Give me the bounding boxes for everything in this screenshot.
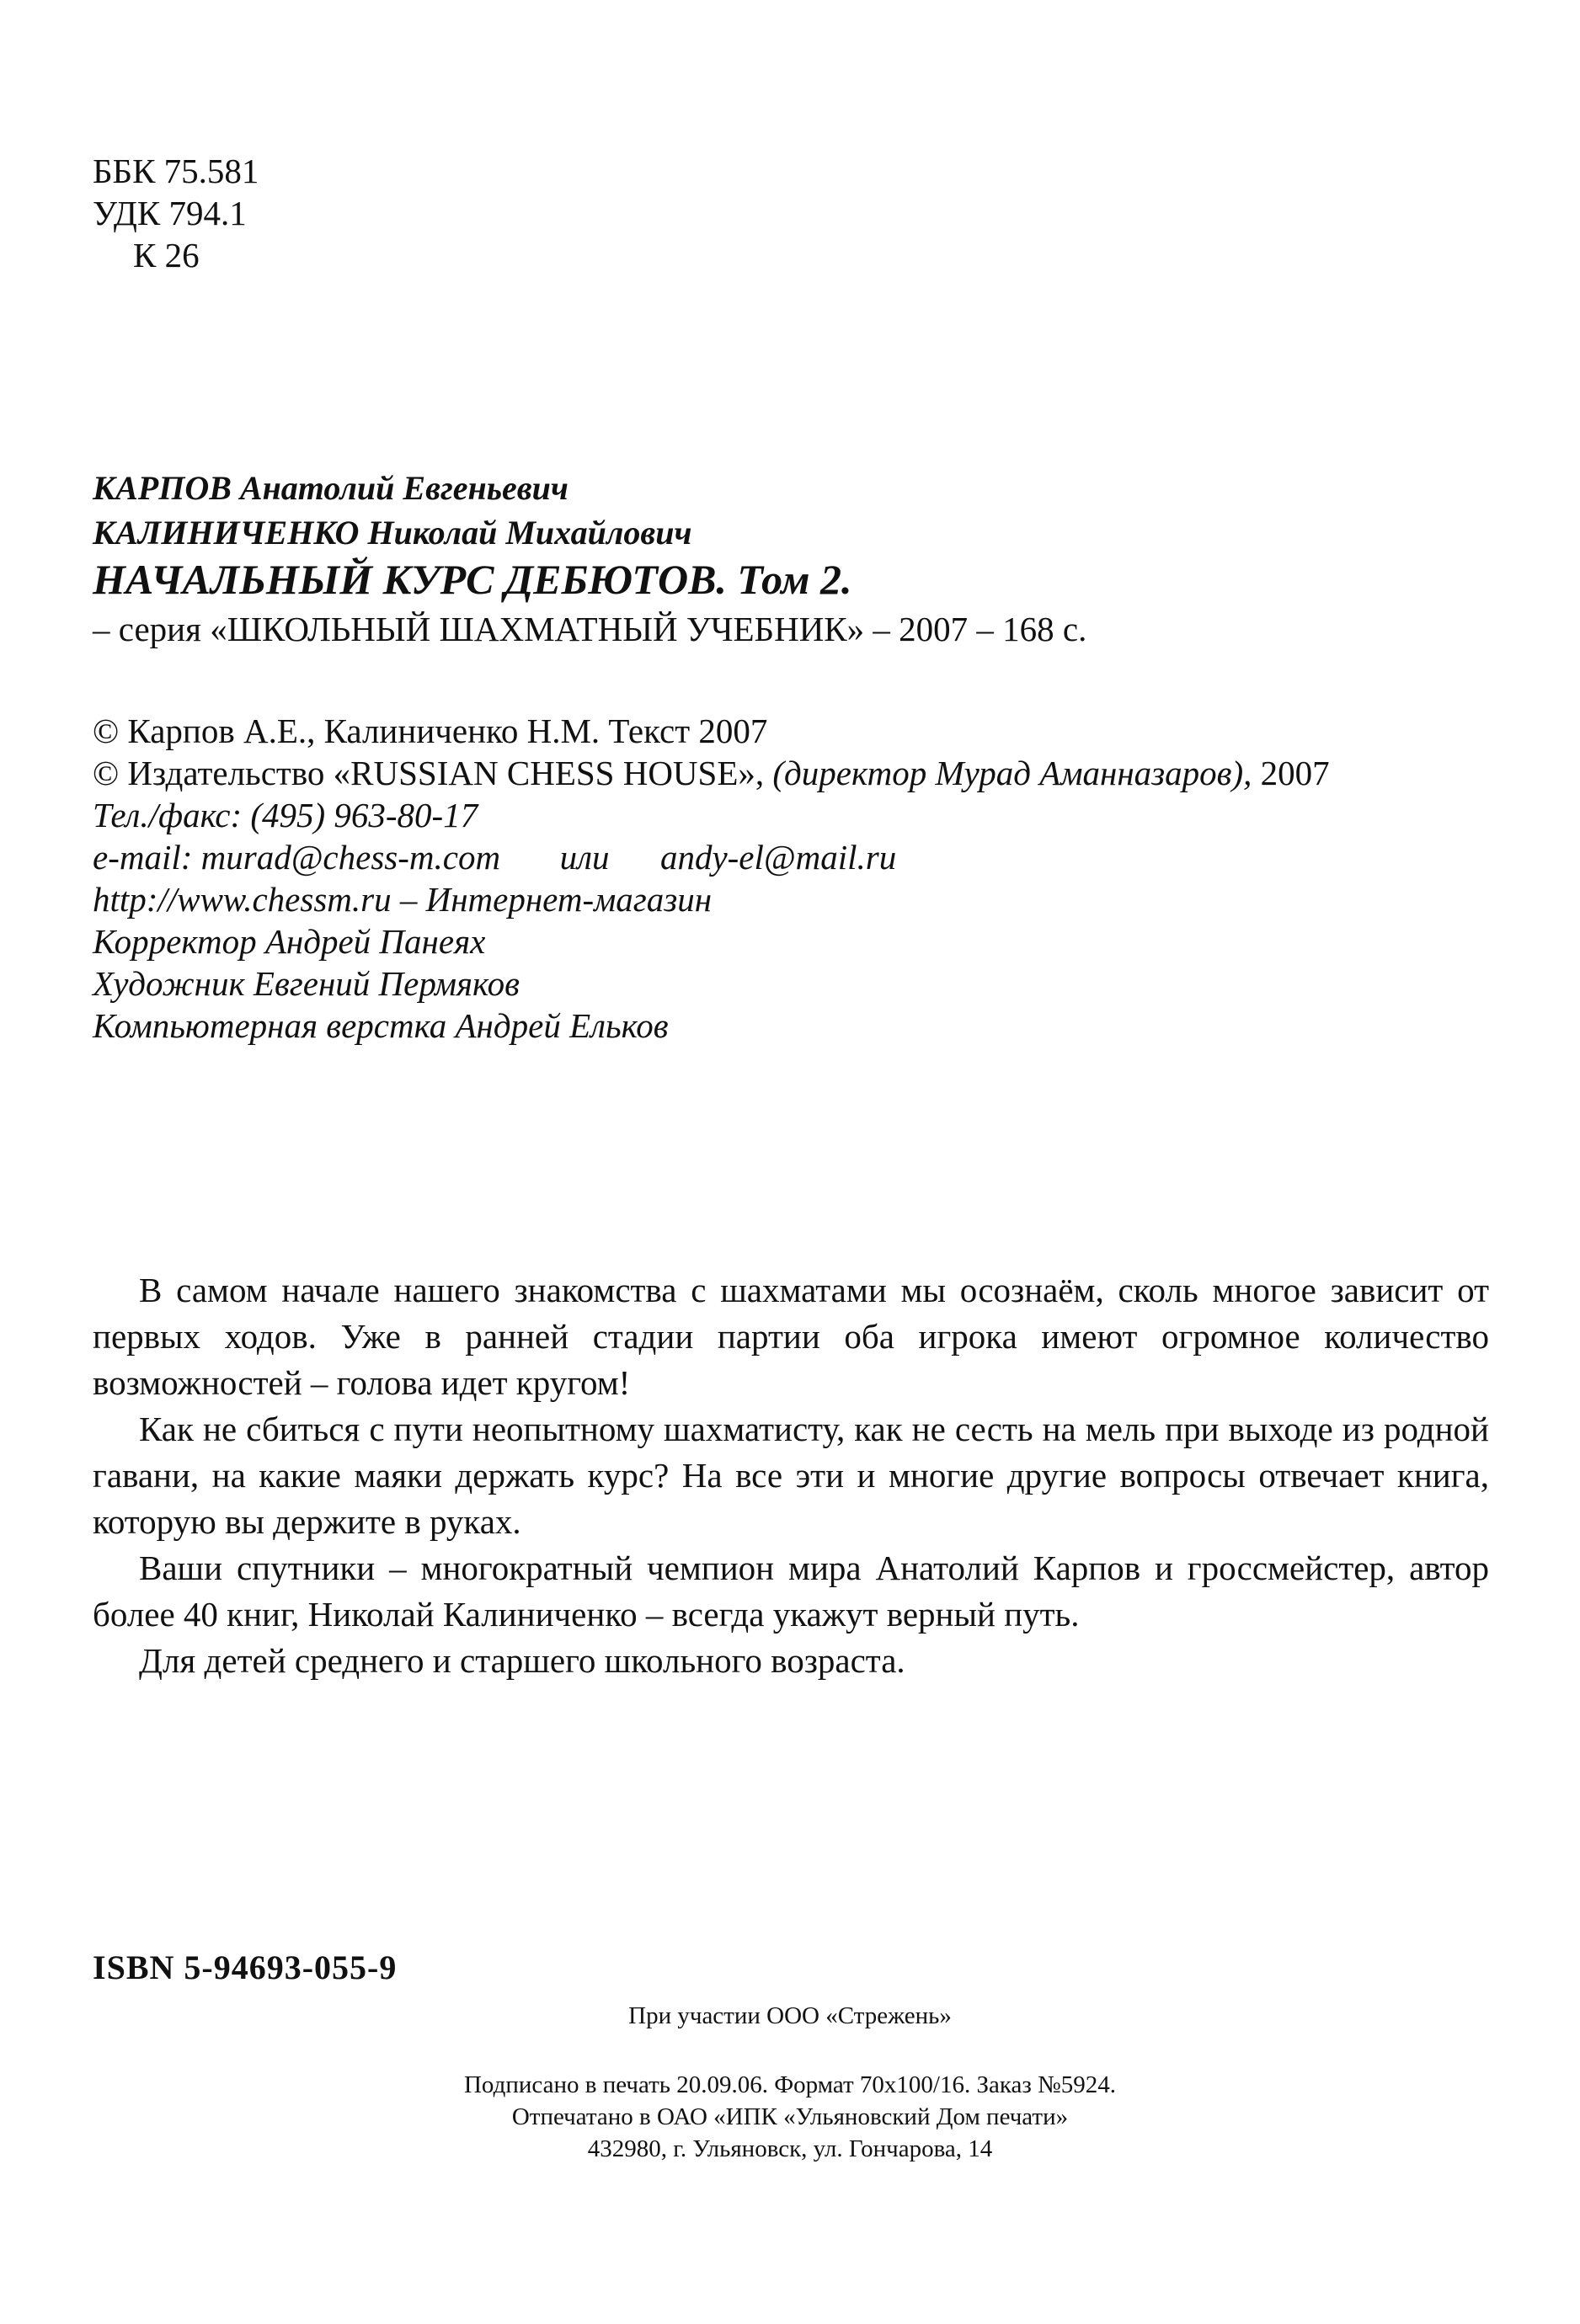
layout-credit: Компьютерная верстка Андрей Ельков: [93, 1006, 669, 1045]
copyright-publisher: [93, 752, 1330, 794]
website-link[interactable]: http://www.chessm.ru – Интернет-магазин: [93, 880, 713, 919]
annotation-paragraph-1: В самом начале нашего знакомства с шахматами мы осознаём, сколь многое зависит от первых ходов. Уже в ранней стадии партии оба игрока имеют огромное количество возможностей – голова идет кругом!: [93, 1271, 1489, 1402]
book-title: НАЧАЛЬНЫЙ КУРС ДЕБЮТОВ. Том 2.: [93, 556, 852, 603]
imprint-address: 432980, г. Ульяновск, ул. Гончарова, 14: [587, 2135, 993, 2162]
author-1-surname: КАРПОВ: [93, 469, 232, 507]
imprint-details: [0, 2069, 1580, 2165]
imprint-printed: Отпечатано в ОАО «ИПК «Ульяновский Дом печати»: [511, 2103, 1069, 2130]
isbn-number: ISBN 5-94693-055-9: [93, 1948, 398, 1986]
annotation: [93, 1267, 1489, 1684]
imprint-participation: При участии ООО «Стрежень»: [628, 2002, 952, 2029]
author-2-surname: КАЛИНИЧЕНКО: [93, 514, 360, 552]
copyright-text: © Карпов А.Е., Калиниченко Н.М. Текст 2007: [93, 712, 768, 750]
annotation-paragraph-3: Ваши спутники – многократный чемпион мира Анатолий Карпов и гроссмейстер, автор более 40 книг, Николай Калиниченко – всегда укажут верный путь.: [93, 1548, 1489, 1634]
corrector-credit: Корректор Андрей Панеях: [93, 922, 486, 961]
author-2-name: Николай Михайлович: [367, 514, 692, 552]
bbk-code: ББК 75.581: [93, 152, 259, 190]
annotation-paragraph-4: Для детей среднего и старшего школьного возраста.: [139, 1641, 905, 1680]
annotation-paragraph-2: Как не сбиться с пути неопытному шахматисту, как не сесть на мель при выходе из родной гавани, на какие маяки держать курс? На все эти и многие другие вопросы отвечает книга, которую вы держите в руках.: [93, 1410, 1489, 1541]
artist-credit: Художник Евгений Пермяков: [93, 964, 520, 1003]
copyright-publisher-prefix: © Издательство «RUSSIAN CHESS HOUSE»,: [93, 754, 765, 792]
imprint-block: [0, 2000, 1580, 2032]
author-1-name: Анатолий Евгеньевич: [239, 469, 568, 507]
copyright-publisher-year: 2007: [1260, 754, 1330, 792]
author-1: [93, 467, 568, 509]
email-primary[interactable]: e-mail: murad@chess-m.com: [93, 838, 501, 877]
imprint-signed: Подписано в печать 20.09.06. Формат 70x100/16. Заказ №5924.: [463, 2071, 1116, 2098]
email-secondary[interactable]: andy-el@mail.ru: [659, 838, 897, 877]
udk-code: УДК 794.1: [93, 194, 247, 232]
email-or: или: [559, 838, 610, 877]
series-line: – серия «ШКОЛЬНЫЙ ШАХМАТНЫЙ УЧЕБНИК» – 2007 – 168 с.: [93, 610, 1087, 648]
publisher-director: (директор Мурад Аманназаров),: [772, 754, 1252, 792]
author-2: [93, 512, 692, 554]
phone-fax: Тел./факс: (495) 963-80-17: [93, 796, 478, 834]
author-mark: К 26: [133, 236, 200, 275]
email-line: [93, 836, 896, 878]
